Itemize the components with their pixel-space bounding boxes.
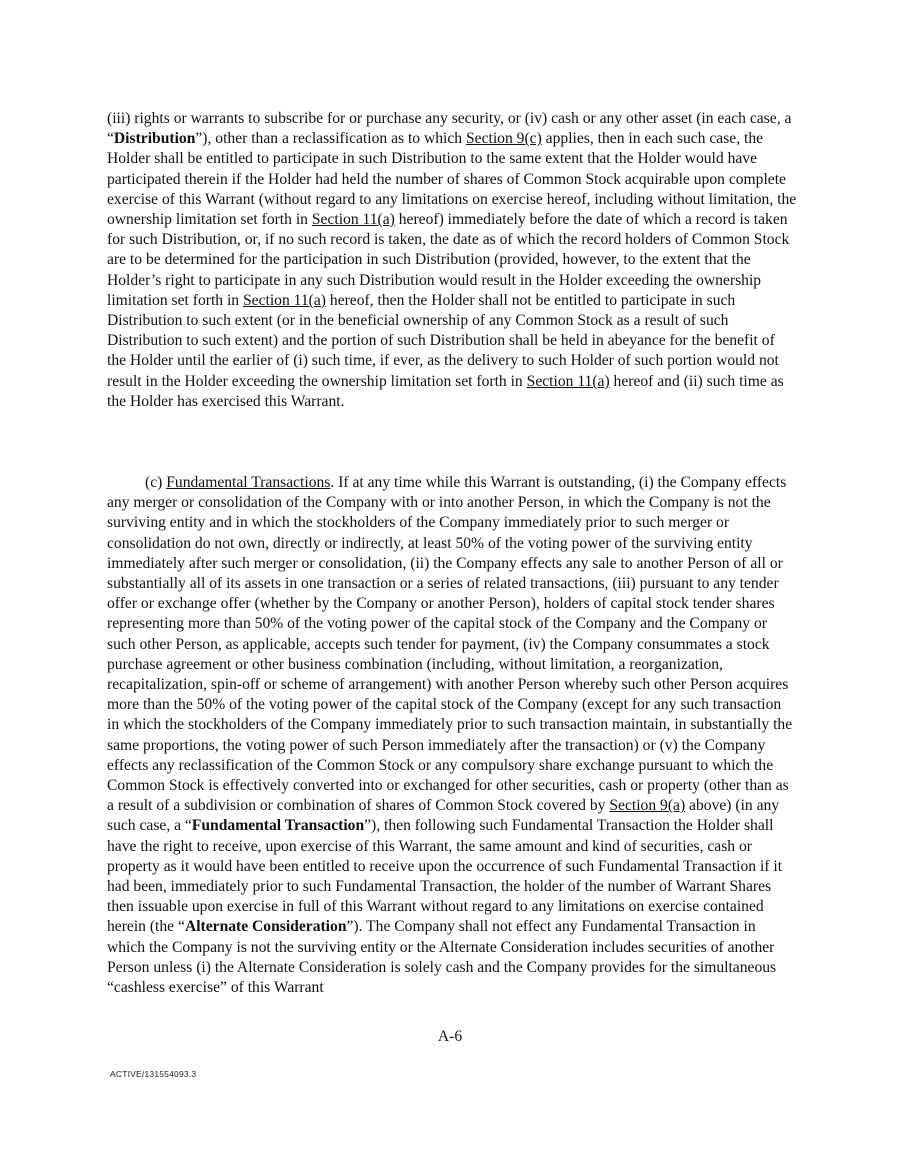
paragraph-distribution (107, 109, 797, 412)
section-heading: Fundamental Transactions (166, 474, 331, 491)
paragraph-label: (c) (145, 474, 167, 491)
paragraph-text: hereof, then the Holder shall not be entitled to participate in such Distribution to such extent (or in the beneficial ownership of any Common Stock as a result of such Distribution to such extent) and the portion of such Distribution shall be held in abeyance for the benefit of the Holder until the earlier of (i) such time, if ever, as the delivery to such Holder of such portion would not result in the Holder exceeding the ownership limitation set forth in (107, 291, 779, 390)
paragraph-text: (iii) rights or warrants to subscribe for or purchase any security, or (iv) cash or any other asset (in each case, a “ (107, 110, 792, 148)
section-reference: Section 11(a) (311, 211, 395, 229)
paragraph-text: ”). The Company shall not effect any Fundamental Transaction in which the Company is not the surviving entity or the Alternate Consideration includes securities of another Person unless (i) the Alternate Consideration is solely cash and the Company provides for the simultaneous “cashless exercise” of this Warrant (107, 918, 777, 997)
paragraph-text: hereof and (ii) such time as the Holder has exercised this Warrant. (107, 372, 784, 410)
section-reference: Section 9(a) (609, 797, 686, 815)
defined-term-distribution: Distribution (113, 130, 196, 148)
section-reference: Section 11(a) (526, 372, 610, 390)
paragraph-text: hereof) immediately before the date of which a record is taken for such Distribution, or, if no such record is taken, the date as of which the record holders of Common Stock are to be determined for the participation in such Distribution (provided, however, to the extent that the Holder’s right to participate in any such Distribution would result in the Holder exceeding the ownership limitation set forth in (107, 211, 790, 309)
paragraph-fundamental-transactions (107, 473, 797, 998)
page-number: A-6 (437, 1028, 463, 1045)
paragraph-text: applies, then in each such case, the Holder shall be entitled to participate in such Distribution to the same extent that the Holder would have participated therein if the Holder had held the number of shares of Common Stock acquirable upon complete exercise of this Warrant (without regard to any limitations on exercise hereof, including without limitation, the ownership limitation set forth in (107, 130, 797, 229)
paragraph-text: above) (in any such case, a “ (107, 797, 780, 835)
defined-term-alternate-consideration: Alternate Consideration (184, 918, 347, 936)
paragraph-text: ”), then following such Fundamental Transaction the Holder shall have the right to receive, upon exercise of this Warrant, the same amount and kind of securities, cash or property as it would have been entitled to receive upon the occurrence of such Fundamental Transaction if it had been, immediately prior to such Fundamental Transaction, the holder of the number of Warrant Shares then issuable upon exercise in full of this Warrant without regard to any limitations on exercise contained herein (the “ (107, 817, 783, 936)
paragraph-text: ”), other than a reclassification as to which (195, 130, 466, 148)
paragraph-text: . If at any time while this Warrant is outstanding, (i) the Company effects any merger or consolidation of the Company with or into another Person, in which the Company is not the surviving entity and in which the stockholders of the Company immediately prior to such merger or consolidation do not own, directly or indirectly, at least 50% of the voting power of the surviving entity immediately after such merger or consolidation, (ii) the Company effects any sale to another Person of all or substantially all of its assets in one transaction or a series of related transactions, (iii) pursuant to any tender offer or exchange offer (whether by the Company or another Person), holders of capital stock tender shares representing more than 50% of the voting power of the capital stock of the Company and the Company or such other Person, as applicable, accepts such tender for payment, (iv) the Company consummates a stock purchase agreement or other business combination (including, without limitation, a reorganization, recapitalization, spin-off or scheme of arrangement) with another Person whereby such other Person acquires more than the 50% of the voting power of the capital stock of the Company (except for any such transaction in which the stockholders of the Company immediately prior to such transaction maintain, in substantially the same proportions, the voting power of such Person immediately after the transaction) or (v) the Company effects any reclassification of the Common Stock or any compulsory share exchange pursuant to which the Common Stock is effectively converted into or exchanged for other securities, cash or property (other than as a result of a subdivision or combination of shares of Common Stock covered by (107, 474, 793, 815)
document-id: ACTIVE/131554093.3 (110, 1069, 197, 1079)
defined-term-fundamental-transaction: Fundamental Transaction (191, 817, 365, 835)
section-reference: Section 11(a) (243, 291, 326, 309)
section-reference: Section 9(c) (466, 130, 542, 148)
